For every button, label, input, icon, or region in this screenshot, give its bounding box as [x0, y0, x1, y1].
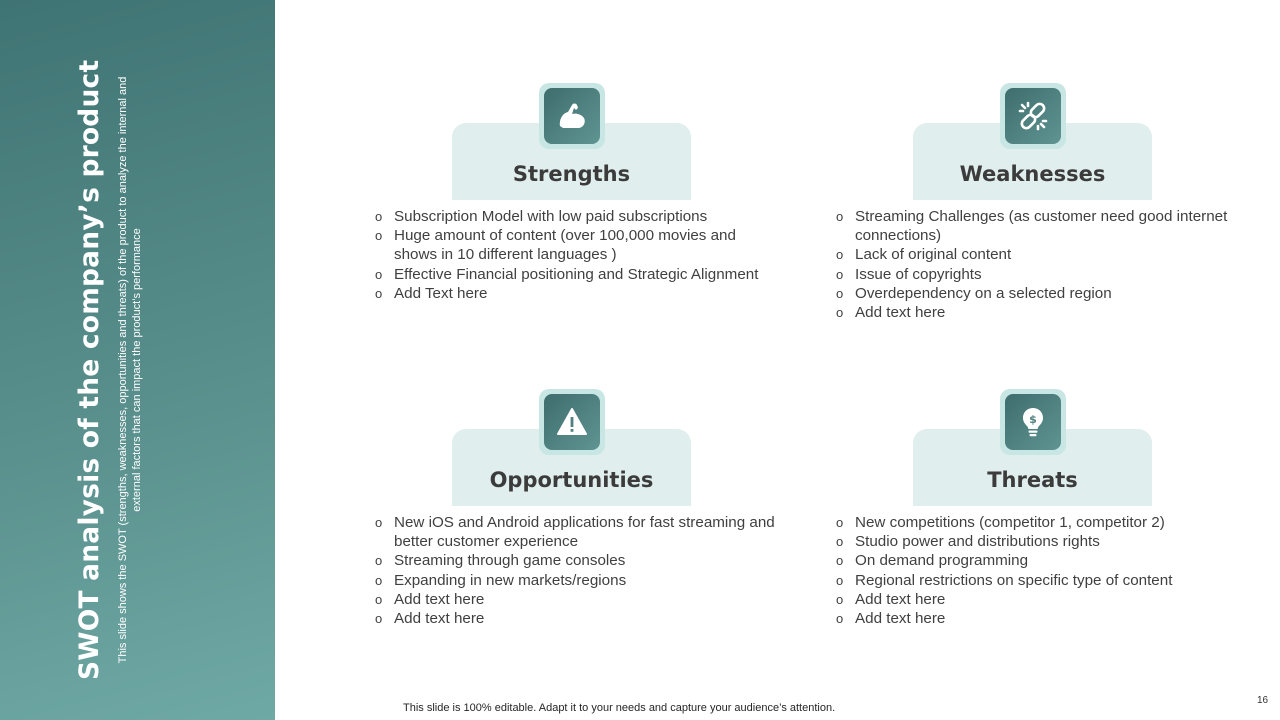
list-item: o Add text here	[375, 590, 485, 608]
list-item: o Add Text here	[375, 284, 488, 302]
bullet-icon: o	[375, 591, 383, 607]
bullet-icon: o	[375, 285, 383, 301]
bullet-icon: o	[375, 553, 383, 569]
list-item: o Add text here	[836, 304, 946, 322]
side-panel-text	[72, 20, 262, 680]
bullet-icon: o	[836, 266, 844, 282]
list-item: o Effective Financial positioning and Strategic Alignment	[375, 265, 759, 283]
quadrant-opportunities	[375, 389, 775, 659]
opportunities-list	[375, 513, 775, 628]
bullet-icon: o	[375, 515, 383, 530]
bullet-icon: o	[836, 572, 844, 588]
page-number: 16	[1257, 695, 1269, 706]
bullet-icon: o	[375, 209, 383, 224]
bullet-icon: o	[836, 247, 844, 263]
bullet-icon: o	[836, 285, 844, 301]
svg-text:$: $	[1029, 413, 1037, 426]
quadrant-threats	[836, 389, 1236, 659]
list-item: o On demand programming	[836, 552, 1029, 570]
list-item: o Overdependency on a selected region	[836, 284, 1112, 302]
bullet-icon: o	[836, 515, 844, 530]
list-item: o Lack of original content	[836, 246, 1012, 264]
list-item: o Add text here	[375, 610, 485, 628]
strengths-title: Strengths	[512, 162, 631, 186]
bullet-icon: o	[375, 611, 383, 627]
bullet-icon: o	[836, 591, 844, 607]
list-item: o Huge amount of content (over 100,000 movies and shows in 10 different languages )	[375, 227, 736, 264]
list-item: o Streaming Challenges (as customer need good internet connections)	[836, 208, 1228, 245]
dollar-bulb-icon	[1005, 394, 1061, 450]
bullet-icon: o	[836, 209, 844, 224]
list-item: o Streaming through game consoles	[375, 552, 626, 570]
threats-icon-frame	[1000, 389, 1066, 455]
weaknesses-title: Weaknesses	[959, 162, 1106, 186]
opportunities-title: Opportunities	[489, 468, 654, 492]
weaknesses-icon-frame	[1000, 83, 1066, 149]
list-item: o Regional restrictions on specific type of content	[836, 571, 1173, 589]
list-item: o Studio power and distributions rights	[836, 533, 1100, 551]
threats-list	[836, 513, 1236, 628]
weaknesses-list	[836, 207, 1236, 322]
side-panel	[0, 0, 275, 720]
list-item: o New competitions (competitor 1, competitor 2)	[836, 514, 1165, 531]
threats-title: Threats	[987, 468, 1078, 492]
list-item: o Add text here	[836, 590, 946, 608]
list-item: o Subscription Model with low paid subscriptions	[375, 208, 708, 225]
quadrant-strengths	[375, 83, 775, 353]
bullet-icon: o	[836, 305, 844, 321]
bullet-icon: o	[375, 572, 383, 588]
strengths-list	[375, 207, 775, 303]
bullet-icon: o	[836, 553, 844, 569]
list-item: o New iOS and Android applications for fast streaming and better customer experience	[375, 514, 775, 551]
flexed-arm-icon	[544, 88, 600, 144]
list-item: o Add text here	[836, 610, 946, 628]
warning-triangle-icon	[544, 394, 600, 450]
list-item: o Expanding in new markets/regions	[375, 571, 627, 589]
bullet-icon: o	[375, 266, 383, 282]
slide-subtitle: This slide shows the SWOT (strengths, weaknesses, opportunities and threats) of the product to analyze the internal and external factors that can impact the product’s performance	[117, 76, 143, 664]
quadrant-weaknesses	[836, 83, 1236, 353]
bullet-icon: o	[375, 228, 383, 244]
slide-title: SWOT analysis of the company’s product	[74, 59, 105, 680]
list-item: o Issue of copyrights	[836, 265, 982, 283]
bullet-icon: o	[836, 611, 844, 627]
opportunities-icon-frame	[539, 389, 605, 455]
strengths-icon-frame	[539, 83, 605, 149]
bullet-icon: o	[836, 534, 844, 550]
broken-link-icon	[1005, 88, 1061, 144]
footer-note: This slide is 100% editable. Adapt it to your needs and capture your audience’s attention.	[403, 702, 836, 714]
